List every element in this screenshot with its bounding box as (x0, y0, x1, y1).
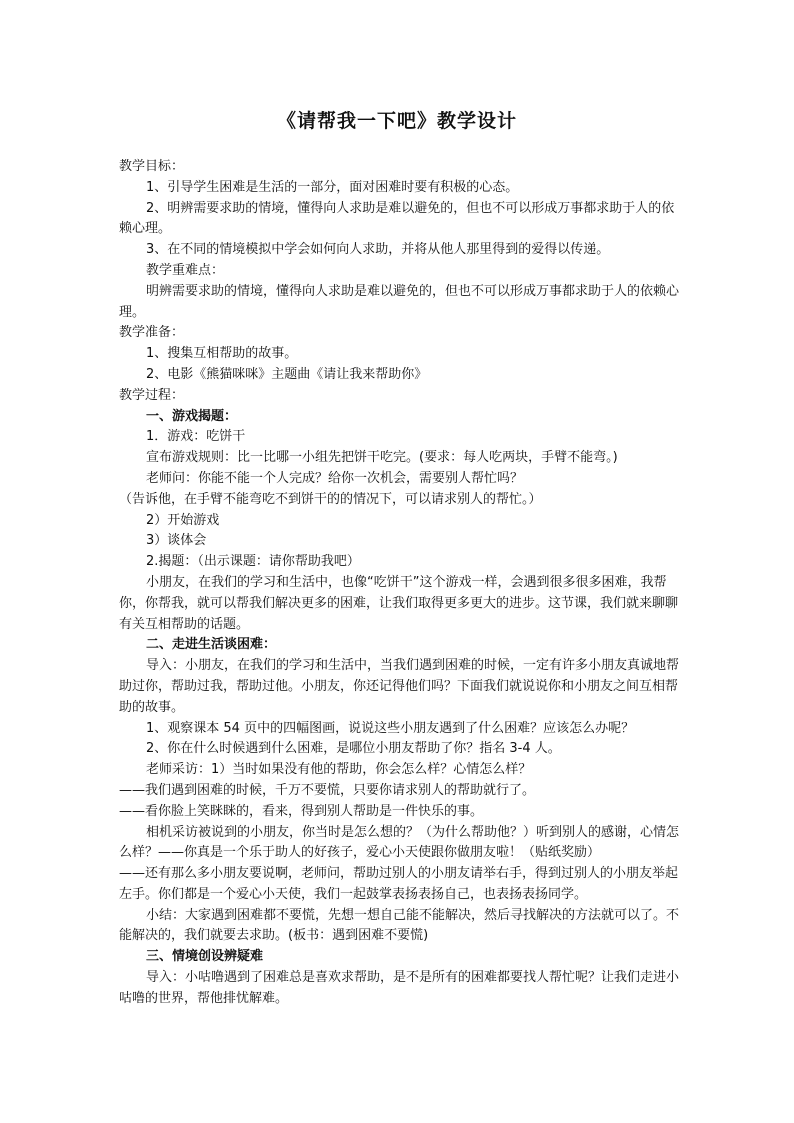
paragraph: （告诉他，在手臂不能弯吃不到饼干的的情况下，可以请求别人的帮忙。） (119, 491, 542, 507)
section-heading-key-points: 教学重难点： (146, 262, 225, 278)
paragraph: 老师采访：1）当时如果没有他的帮助，你会怎么样？心情怎么样？ (146, 762, 532, 778)
preparation-item: 1、搜集互相帮助的故事。 (146, 346, 298, 362)
section-heading-objectives: 教学目标： (119, 159, 185, 174)
paragraph: 导入：小咕噜遇到了困难总是喜欢求帮助，是不是所有的困难都要找人帮忙呢？让我们走进小咕噜的世界，帮他排忧解难。 (119, 970, 680, 1006)
document-title: 《请帮我一下吧》教学设计 (276, 110, 517, 132)
part-heading-scenario: 三、情境创设辨疑难 (146, 949, 264, 965)
document-body (119, 157, 679, 1010)
objective-item: 2、明辨需要求助的情境，懂得向人求助是难以避免的，但也不可以形成万事都求助于人的依赖心理。 (119, 200, 675, 237)
paragraph: 2）开始游戏 (146, 512, 220, 528)
paragraph: ——还有那么多小朋友要说啊，老师问，帮助过别人的小朋友请举右手，得到过别人的小朋友举起左手。你们都是一个爱心小天使，我们一起鼓掌表扬表扬自己，也表扬表扬同学。 (119, 866, 679, 902)
objective-item: 3、在不同的情境模拟中学会如何向人求助，并将从他人那里得到的爱得以传递。 (146, 242, 610, 258)
paragraph: 宣布游戏规则：比一比哪一小组先把饼干吃完。(要求：每人吃两块，手臂不能弯。) (146, 450, 618, 466)
preparation-item: 2、电影《熊猫咪咪》主题曲《请让我来帮助你》 (146, 366, 428, 382)
paragraph: 1、观察课本 54 页中的四幅图画，说说这些小朋友遇到了什么困难？应该怎么办呢？ (146, 720, 635, 736)
part-heading-life: 二、走进生活谈困难： (146, 637, 277, 653)
paragraph: 老师问：你能不能一个人完成？给你一次机会，需要别人帮忙吗？ (146, 470, 524, 486)
paragraph: 相机采访被说到的小朋友，你当时是怎么想的？（为什么帮助他？）听到别人的感谢，心情怎么样？——你真是一个乐于助人的好孩子，爱心小天使跟你做朋友啦！（贴纸奖励） (119, 824, 680, 861)
objective-item: 1、引导学生困难是生活的一部分，面对困难时要有积极的心态。 (146, 179, 519, 195)
part-heading-game: 一、游戏揭题： (146, 408, 238, 424)
paragraph: 2.揭题：（出示课题：请你帮助我吧） (146, 554, 360, 570)
paragraph: 小朋友，在我们的学习和生活中，也像“吃饼干”这个游戏一样，会遇到很多很多困难，我帮你，你帮我，就可以帮我们解决更多的困难，让我们取得更多更大的进步。这节课，我们就来聊聊有关互相帮助的话题。 (119, 574, 679, 632)
paragraph: 2、你在什么时候遇到什么困难，是哪位小朋友帮助了你？指名 3-4 人。 (146, 741, 561, 757)
section-heading-process: 教学过程： (119, 387, 185, 403)
key-points-text: 明辨需要求助的情境，懂得向人求助是难以避免的，但也不可以形成万事都求助于人的依赖心理。 (119, 283, 680, 320)
paragraph: 3）谈体会 (146, 533, 207, 549)
paragraph: ——我们遇到困难的时候，千万不要慌，只要你请求别人的帮助就行了。 (119, 782, 536, 798)
paragraph: 导入：小朋友，在我们的学习和生活中，当我们遇到困难的时候，一定有许多小朋友真诚地帮助过你，帮助过我，帮助过他。小朋友，你还记得他们吗？下面我们就说说你和小朋友之间互相帮助的故事。 (119, 658, 680, 715)
paragraph: ——看你脸上笑眯眯的，看来，得到别人帮助是一件快乐的事。 (119, 803, 484, 819)
paragraph: 小结：大家遇到困难都不要慌，先想一想自己能不能解决，然后寻找解决的方法就可以了。不能解决的，我们就要去求助。(板书：遇到困难不要慌) (119, 907, 680, 944)
paragraph: 1．游戏：吃饼干 (146, 429, 246, 445)
section-heading-preparation: 教学准备： (119, 325, 185, 341)
